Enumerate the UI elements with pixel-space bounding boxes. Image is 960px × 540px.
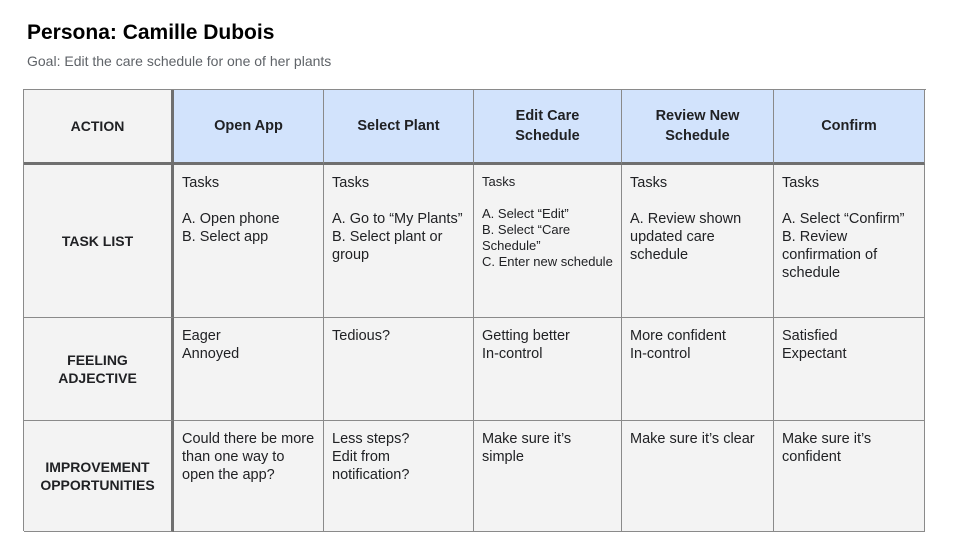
task-item: B. Select plant or group <box>332 229 443 263</box>
stage-review-new-schedule: Review New Schedule <box>622 90 774 165</box>
improvement-cell-confirm <box>774 421 925 532</box>
task-item: B. Review confirmation of schedule <box>782 229 878 281</box>
improvement-cell-edit-care-schedule <box>474 421 622 532</box>
task-item: C. Enter new schedule <box>482 254 613 269</box>
improvement-text: Less steps? <box>332 431 410 447</box>
feeling-text: More confident <box>630 328 726 344</box>
improvement-cell-open-app <box>174 421 324 532</box>
task-item: B. Select app <box>182 229 269 245</box>
improvement-cell-select-plant <box>324 421 474 532</box>
feeling-cell-open-app <box>174 318 324 421</box>
task-cell-edit-care-schedule <box>474 165 622 318</box>
persona-goal: Goal: Edit the care schedule for one of her plants <box>27 53 332 69</box>
stage-open-app: Open App <box>174 90 324 165</box>
improvement-text: Make sure it’s confident <box>782 431 872 465</box>
feeling-text: Eager <box>182 328 221 344</box>
feeling-text: Satisfied <box>782 328 838 344</box>
tasks-label: Tasks <box>782 175 820 191</box>
tasks-label: Tasks <box>182 175 220 191</box>
stage-edit-care-schedule: Edit Care Schedule <box>474 90 622 165</box>
tasks-label: Tasks <box>482 174 516 189</box>
task-cell-confirm <box>774 165 925 318</box>
feeling-text: In-control <box>482 346 543 362</box>
task-cell-review-new-schedule <box>622 165 774 318</box>
task-item: A. Select “Edit” <box>482 206 569 221</box>
tasks-label: Tasks <box>630 175 668 191</box>
feeling-text: In-control <box>630 346 691 362</box>
improvement-row-label: IMPROVEMENT OPPORTUNITIES <box>24 421 174 532</box>
journey-map-table <box>23 89 926 531</box>
feeling-text: Getting better <box>482 328 570 344</box>
task-item: A. Select “Confirm” <box>782 211 905 227</box>
action-header: ACTION <box>24 90 174 165</box>
feeling-cell-confirm <box>774 318 925 421</box>
task-item: A. Open phone <box>182 211 280 227</box>
persona-title: Persona: Camille Dubois <box>27 21 275 44</box>
improvement-text: Edit from notification? <box>332 449 410 483</box>
improvement-text: Make sure it’s clear <box>630 431 755 447</box>
feeling-row-label: FEELING ADJECTIVE <box>24 318 174 421</box>
improvement-text: Make sure it’s simple <box>482 431 572 465</box>
stage-select-plant: Select Plant <box>324 90 474 165</box>
task-cell-select-plant <box>324 165 474 318</box>
improvement-text: Could there be more than one way to open the app? <box>182 431 315 483</box>
feeling-cell-select-plant <box>324 318 474 421</box>
feeling-cell-review-new-schedule <box>622 318 774 421</box>
task-item: B. Select “Care Schedule” <box>482 222 571 253</box>
tasks-label: Tasks <box>332 175 370 191</box>
feeling-cell-edit-care-schedule <box>474 318 622 421</box>
task-list-row-label: TASK LIST <box>24 165 174 318</box>
improvement-cell-review-new-schedule <box>622 421 774 532</box>
feeling-text: Expectant <box>782 346 847 362</box>
feeling-text: Annoyed <box>182 346 240 362</box>
task-item: A. Review shown updated care schedule <box>630 211 742 263</box>
stage-confirm: Confirm <box>774 90 925 165</box>
feeling-text: Tedious? <box>332 328 391 344</box>
task-cell-open-app <box>174 165 324 318</box>
task-item: A. Go to “My Plants” <box>332 211 463 227</box>
